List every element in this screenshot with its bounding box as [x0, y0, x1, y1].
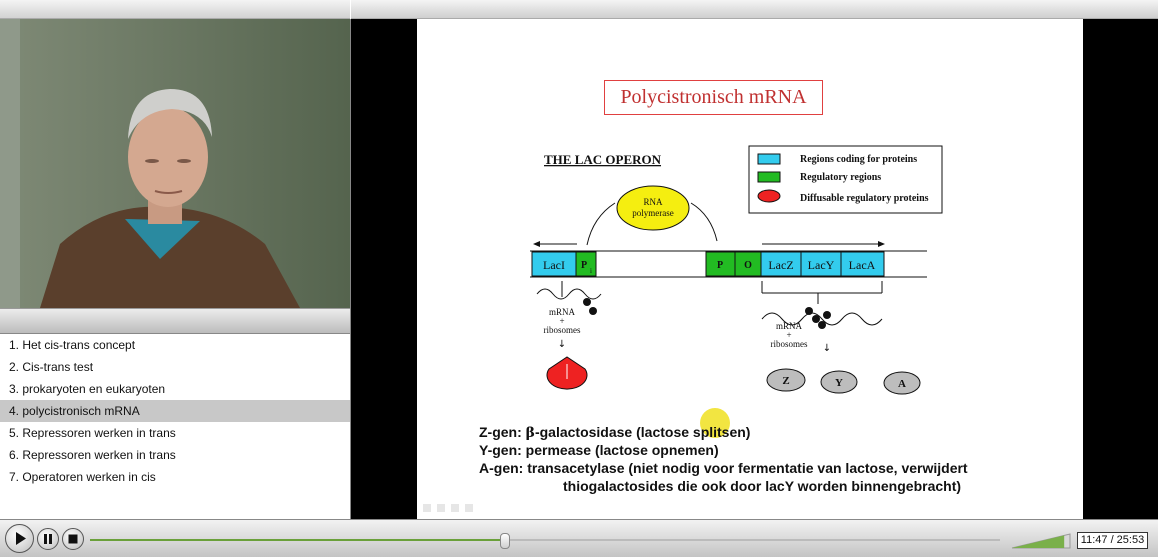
chapter-item-7[interactable]: 7. Operatoren werken in cis: [9, 470, 156, 484]
video-controls-bar: [0, 308, 350, 334]
speaker-video-frame: [0, 19, 350, 308]
laci-ribosomes-label: ribosomes: [543, 325, 581, 335]
pause-button[interactable]: [37, 528, 59, 550]
seek-bar[interactable]: [90, 539, 1000, 541]
laci-mrna-label: mRNA: [548, 307, 576, 317]
play-button[interactable]: [5, 524, 34, 553]
chapter-item-5[interactable]: 5. Repressoren werken in trans: [9, 426, 176, 440]
chapter-item-1[interactable]: 1. Het cis-trans concept: [9, 338, 136, 352]
rna-pol-arrow-left: [587, 203, 615, 245]
gene-operator-label: O: [744, 260, 752, 271]
operon-ribosomes-label: ribosomes: [770, 339, 808, 349]
gene-pi-label: P: [580, 260, 588, 271]
player-controls: [0, 519, 1158, 557]
time-display: 11:47 / 25:53: [1077, 532, 1148, 549]
legend-label-regulatory: Regulatory regions: [800, 172, 882, 183]
gene-line-a-text: transacetylase (niet nodig voor fermentatie van lactose, verwijdert: [527, 460, 968, 476]
stop-button[interactable]: [62, 528, 84, 550]
operon-ribosome-2: [823, 311, 831, 319]
gene-line-z-label: Z-gen:: [479, 424, 522, 440]
gene-laci-label: LacI: [543, 258, 565, 272]
gene-line-y-text: permease (lactose opnemen): [525, 442, 719, 458]
rna-pol-arrow-right: [691, 203, 717, 241]
slide-next-icon[interactable]: [465, 504, 473, 512]
operon-ribosome-1: [805, 307, 813, 315]
chapter-list: [0, 334, 350, 518]
gene-lacy-label: LacY: [807, 258, 835, 272]
gene-line-z: [479, 424, 1083, 441]
operon-plus-label: +: [786, 330, 792, 340]
gene-line-a: [479, 460, 1083, 476]
gene-line-a-cont: thiogalactosides die ook door lacY worden binnengebracht): [563, 478, 962, 494]
operon-mrna-label: mRNA: [775, 321, 803, 331]
legend-label-coding: Regions coding for proteins: [800, 154, 918, 165]
gene-line-a-label: A-gen:: [479, 460, 524, 476]
gene-line-y: [479, 442, 1083, 458]
laci-ribosome: [583, 298, 591, 306]
operon-arrow-down: ↓: [822, 343, 832, 354]
legend-label-repressor: Diffusable regulatory proteins: [800, 193, 929, 204]
laci-plus-label: +: [559, 316, 565, 326]
slide-pen-icon[interactable]: [437, 504, 445, 512]
play-icon: [6, 525, 33, 552]
gene-promoter-label: P: [716, 260, 724, 271]
slide-menu-icon[interactable]: [451, 504, 459, 512]
chapter-item-4[interactable]: 4. polycistronisch mRNA: [0, 400, 350, 422]
gene-laca-label: LacA: [848, 258, 876, 272]
legend-swatch-repressor: [758, 190, 780, 202]
slide-title: Polycistronisch mRNA: [604, 80, 823, 115]
chapter-item-3[interactable]: 3. prokaryoten en eukaryoten: [9, 382, 166, 396]
protein-z-label: Z: [782, 375, 790, 387]
gene-lacz-label: LacZ: [768, 258, 794, 272]
slide-viewer: [351, 19, 1158, 519]
operon-title: THE LAC OPERON: [544, 152, 662, 167]
protein-y-label: Y: [835, 377, 843, 389]
chapter-item-6[interactable]: 6. Repressoren werken in trans: [9, 448, 176, 462]
protein-a-label: A: [898, 378, 906, 390]
video-panel-header: [0, 0, 350, 19]
legend-swatch-regulatory: [758, 172, 780, 182]
pause-icon: [38, 529, 58, 549]
stop-icon: [63, 529, 83, 549]
slide: [417, 19, 1083, 519]
gene-line-y-label: Y-gen:: [479, 442, 522, 458]
legend-swatch-coding: [758, 154, 780, 164]
slide-panel-header: [351, 0, 1158, 19]
speaker-video[interactable]: [0, 19, 350, 308]
volume-slider[interactable]: [1010, 532, 1072, 549]
gene-line-z-text: -galactosidase (lactose splitsen): [534, 424, 751, 440]
laci-mrna-strand: [537, 289, 601, 299]
slide-toolbar: [421, 501, 491, 515]
gene-pi-subscript: i: [590, 267, 592, 275]
laci-arrow-down: ↓: [557, 339, 567, 350]
seek-bar-fill: [90, 539, 504, 541]
seek-thumb[interactable]: [500, 533, 510, 549]
slide-prev-icon[interactable]: [423, 504, 431, 512]
gene-line-z-symbol: β: [525, 425, 535, 441]
chapter-item-2[interactable]: 2. Cis-trans test: [9, 360, 94, 374]
rna-polymerase-label: RNA polymerase: [632, 197, 674, 218]
